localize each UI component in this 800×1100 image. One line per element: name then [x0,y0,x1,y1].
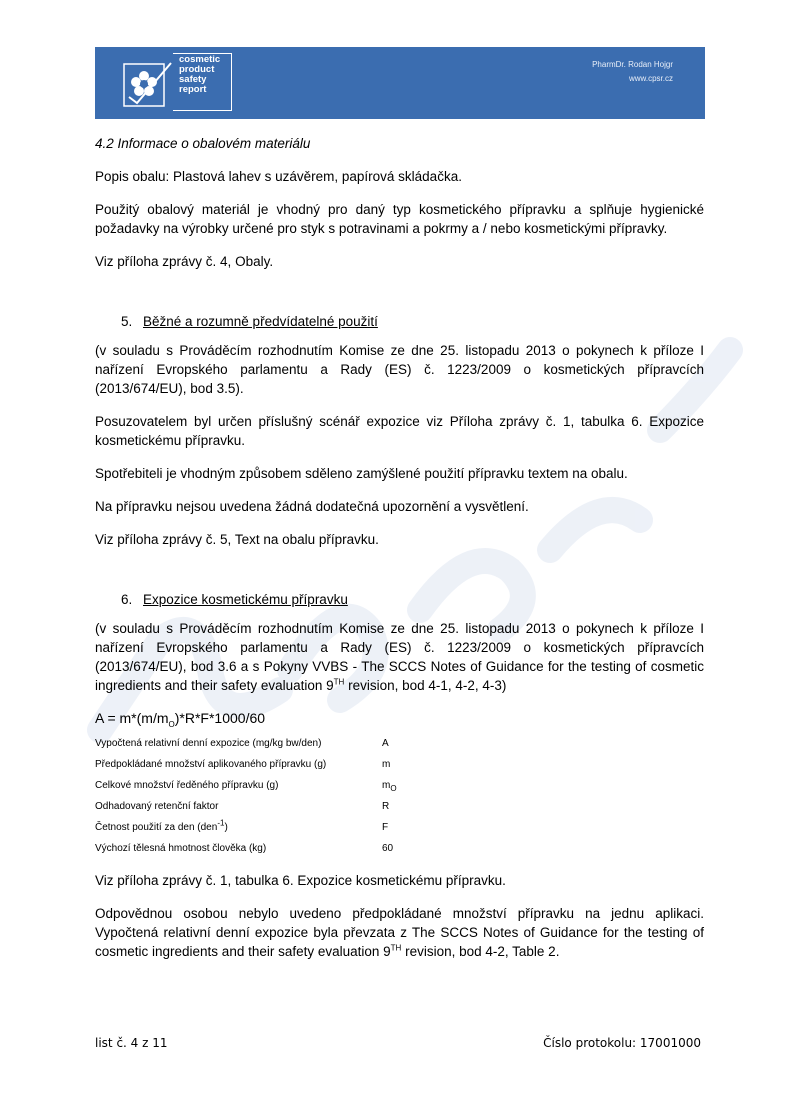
variable-label: Četnost použití za den (den$^{-1}$) [95,818,228,833]
section-5-paragraph: Viz příloha zprávy č. 5, Text na obalu přípravku. [95,532,379,547]
website-link[interactable]: www.cpsr.cz [628,74,673,83]
table-row [95,796,397,817]
protocol-number: Číslo protokolu: 17001000 [543,1036,701,1050]
section-title: Běžné a rozumně předvídatelné použití [143,314,378,329]
author-name: PharmDr. Rodan Hojgr [592,60,673,69]
variable-symbol: F [382,822,389,833]
section-6-paragraph: Odpovědnou osobou nebylo uvedeno předpokládané množství přípravku na jednu aplikaci. Vypočtená relativní denní expozice byla převzata z The SCCS Notes of Guidance for the testing of cosmetic ingredients and their safety evaluation 9TH revision, bod 4-2, Table 2. [95,906,704,959]
section-5-paragraph: (v souladu s Prováděcím rozhodnutím Komise ze dne 25. listopadu 2013 o pokynech k příloze I nařízení Evropského parlamentu a Rady (ES) č. 1223/2009 o kosmetických přípravcích (2013/674/EU), bod 3.5). [95,343,704,396]
section-4-2-heading: 4.2 Informace o obalovém materiálu [95,136,311,151]
exposure-formula: $A = m*(m/m_O)*R*F*1000/60$ [95,710,266,729]
section-5-paragraph: Na přípravku nejsou uvedena žádná dodatečná upozornění a vysvětlení. [95,499,529,514]
table-row [95,838,397,859]
variable-symbol: m [382,759,391,770]
packaging-reference: Viz příloha zprávy č. 4, Obaly. [95,254,274,269]
logo-line: cosmetic [179,54,221,65]
variable-label: Výchozí tělesná hmotnost člověka (kg) [95,843,267,854]
table-row [95,817,397,838]
section-number: 5. [121,314,133,329]
section-5-paragraph: Spotřebiteli je vhodným způsobem sděleno zamýšlené použití přípravku textem na obalu. [95,466,628,481]
logo-line: safety [179,74,207,85]
section-6-paragraph: Viz příloha zprávy č. 1, tabulka 6. Expozice kosmetickému přípravku. [95,873,506,888]
packaging-paragraph: Použitý obalový materiál je vhodný pro daný typ kosmetického přípravku a splňuje hygienické požadavky na výrobky určené pro styk s potravinami a pokrmy a / nebo kosmetickými přípravky. [95,202,704,236]
variable-label: Vypočtená relativní denní expozice (mg/kg bw/den) [95,738,322,749]
section-title: Expozice kosmetickému přípravku [143,592,348,607]
variable-symbol: A [382,738,389,749]
document-body [95,134,704,961]
variable-label: Odhadovaný retenční faktor [95,801,219,812]
table-row [95,775,397,796]
section-6-heading [95,590,704,609]
variable-label: Celkové množství ředěného přípravku (g) [95,780,279,791]
section-5-heading [95,312,704,331]
table-row [95,754,397,775]
packaging-description: Popis obalu: Plastová lahev s uzávěrem, papírová skládačka. [95,169,462,184]
logo [121,55,231,113]
logo-line: report [179,84,207,95]
variable-symbol: $m_O$ [382,780,397,793]
logo-line: product [179,64,215,75]
table-row [95,733,397,754]
page-number: list č. 4 z 11 [95,1036,168,1050]
variable-symbol: 60 [382,843,394,854]
report-header [95,47,705,119]
section-number: 6. [121,592,133,607]
variable-label: Předpokládané množství aplikovaného přípravku (g) [95,759,327,770]
section-6-paragraph: (v souladu s Prováděcím rozhodnutím Komise ze dne 25. listopadu 2013 o pokynech k příloze I nařízení Evropského parlamentu a Rady (ES) č. 1223/2009 o kosmetických přípravcích (2013/674/EU), bod 3.6 a s Pokyny VVBS - The SCCS Notes of Guidance for the testing of cosmetic ingredients and their safety evaluation 9TH revision, bod 4-1, 4-2, 4-3) [95,621,704,693]
flower-logo-icon [121,57,175,111]
section-5-paragraph: Posuzovatelem byl určen příslušný scénář expozice viz Příloha zprávy č. 1, tabulka 6. Expozice kosmetickému přípravku. [95,414,704,448]
variable-symbol: R [382,801,390,812]
variables-table [95,733,397,859]
